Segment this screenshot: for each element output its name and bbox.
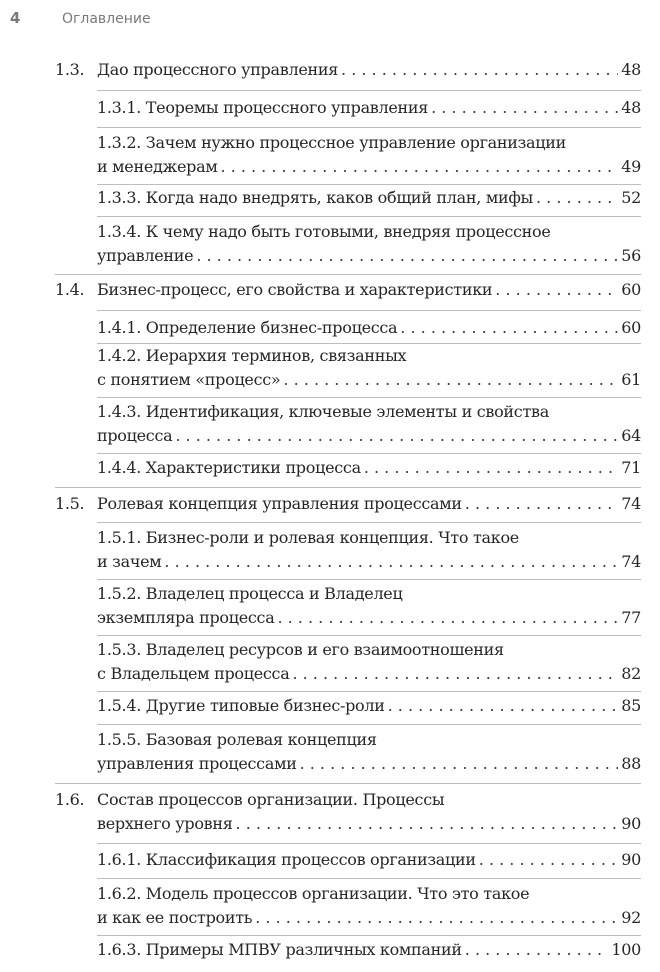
entry-title-line: 1.6.2. Модель процессов организации. Что это такое [97,884,530,903]
toc-subsection-entry[interactable] [97,526,641,574]
entry-title-line: с понятием «процесс» [97,370,281,389]
dot-leader [479,848,618,872]
toc-subsection-entry[interactable] [97,882,641,930]
toc-subsection-entry[interactable] [97,186,641,210]
entry-divider [55,487,641,488]
toc-subsection-entry[interactable] [97,728,641,776]
entry-title-line: Ролевая концепция управления процессами [97,494,462,513]
entry-divider [97,843,641,844]
toc-subsection-entry[interactable] [97,456,641,480]
section-number: 1.5. [55,494,85,513]
entry-page-number: 52 [621,188,641,207]
entry-page-number: 56 [621,246,641,265]
toc-section-entry[interactable] [55,278,641,302]
entry-divider [55,783,641,784]
entry-title-line: 1.5.4. Другие типовые бизнес-роли [97,696,385,715]
entry-page-number: 61 [621,370,641,389]
section-number: 1.6. [55,790,85,809]
entry-divider [97,90,641,91]
toc-section-entry[interactable] [55,492,641,516]
dot-leader [341,58,618,82]
entry-divider [97,397,641,398]
entry-title-line: 1.3.1. Теоремы процессного управления [97,98,429,117]
entry-divider [97,935,641,936]
toc-section-entry[interactable] [55,58,641,82]
entry-divider [55,274,641,275]
dot-leader [236,812,619,836]
entry-title-line: 1.3.4. К чему надо быть готовыми, внедряя процессное [97,222,551,241]
entry-divider [97,878,641,879]
page-number: 4 [10,9,21,27]
entry-divider [97,522,641,523]
entry-title-line: Дао процессного управления [97,60,339,79]
entry-title-line: и менеджерам [97,157,218,176]
entry-title-line: 1.4.1. Определение бизнес-процесса [97,318,398,337]
entry-title-line: и как ее построить [97,908,253,927]
dot-leader [388,694,619,718]
entry-divider [97,724,641,725]
entry-page-number: 92 [621,908,641,927]
entry-page-number: 71 [621,458,641,477]
entry-divider [97,691,641,692]
entry-title-line: 1.5.3. Владелец ресурсов и его взаимоотношения [97,640,504,659]
toc-subsection-entry[interactable] [97,316,641,340]
entry-page-number: 60 [621,318,641,337]
toc-subsection-entry[interactable] [97,638,641,686]
entry-title-line: Бизнес-процесс, его свойства и характеристики [97,280,493,299]
dot-leader [277,606,618,630]
dot-leader [196,244,618,268]
toc-subsection-entry[interactable] [97,694,641,718]
entry-page-number: 74 [621,552,641,571]
entry-title-line: и зачем [97,552,162,571]
toc-subsection-entry[interactable] [97,400,641,448]
entry-page-number: 64 [621,426,641,445]
section-title: Оглавление [62,11,151,27]
toc-subsection-entry[interactable] [97,938,641,962]
entry-page-number: 48 [621,60,641,79]
toc-subsection-entry[interactable] [97,131,641,179]
entry-title-line: 1.3.3. Когда надо внедрять, каков общий план, мифы [97,188,533,207]
section-number: 1.3. [55,60,85,79]
dot-leader [292,662,618,686]
entry-page-number: 90 [621,850,641,869]
entry-divider [97,184,641,185]
entry-title-line: 1.4.4. Характеристики процесса [97,458,361,477]
entry-page-number: 49 [621,157,641,176]
entry-title-line: верхнего уровня [97,814,233,833]
running-head [10,9,151,29]
dot-leader [495,278,618,302]
dot-leader [536,186,618,210]
entry-title-line: 1.6.1. Классификация процессов организации [97,850,476,869]
dot-leader [175,424,618,448]
entry-page-number: 77 [621,608,641,627]
entry-title-line: с Владельцем процесса [97,664,290,683]
toc-subsection-entry[interactable] [97,582,641,630]
toc-subsection-entry[interactable] [97,848,641,872]
entry-page-number: 48 [621,98,641,117]
entry-title-line: процесса [97,426,173,445]
entry-title-line: 1.5.1. Бизнес-роли и ролевая концепция. Что такое [97,528,519,547]
dot-leader [465,938,609,962]
entry-page-number: 82 [621,664,641,683]
dot-leader [364,456,618,480]
entry-page-number: 88 [621,754,641,773]
entry-divider [97,635,641,636]
toc-subsection-entry[interactable] [97,96,641,120]
entry-title-line: 1.3.2. Зачем нужно процессное управление организации [97,133,567,152]
dot-leader [431,96,618,120]
entry-page-number: 100 [611,940,641,959]
dot-leader [220,155,618,179]
entry-divider [97,127,641,128]
entry-page-number: 74 [621,494,641,513]
entry-divider [97,310,641,311]
entry-title-line: 1.4.3. Идентификация, ключевые элементы и свойства [97,402,549,421]
entry-title-line: 1.5.5. Базовая ролевая концепция [97,730,377,749]
entry-divider [97,579,641,580]
toc-subsection-entry[interactable] [97,220,641,268]
entry-title-line: 1.6.3. Примеры МПВУ различных компаний [97,940,462,959]
entry-page-number: 90 [621,814,641,833]
entry-page-number: 60 [621,280,641,299]
dot-leader [400,316,618,340]
entry-title-line: Состав процессов организации. Процессы [97,790,445,809]
section-number: 1.4. [55,280,85,299]
dot-leader [283,368,618,392]
entry-title-line: 1.5.2. Владелец процесса и Владелец [97,584,403,603]
toc-subsection-entry[interactable] [97,344,641,392]
entry-title-line: управления процессами [97,754,297,773]
entry-page-number: 85 [621,696,641,715]
dot-leader [300,752,619,776]
dot-leader [255,906,618,930]
dot-leader [164,550,618,574]
dot-leader [465,492,618,516]
entry-divider [97,453,641,454]
entry-title-line: экземпляра процесса [97,608,275,627]
entry-title-line: управление [97,246,194,265]
toc-section-entry[interactable] [55,788,641,836]
entry-title-line: 1.4.2. Иерархия терминов, связанных [97,346,407,365]
entry-divider [97,216,641,217]
